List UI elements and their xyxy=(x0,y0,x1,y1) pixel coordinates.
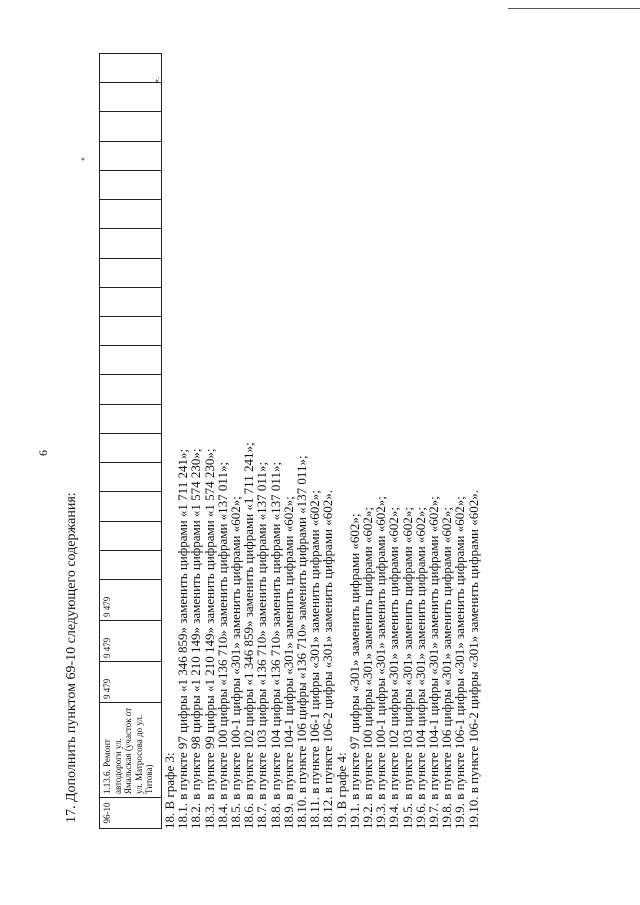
list-item: 18.6. в пункте 102 цифры «1 346 859» заменить цифрами «1 711 241»; xyxy=(241,442,257,829)
empty-cell xyxy=(100,112,162,141)
list-item: 18.7. в пункте 103 цифры «136 710» заменить цифрами «137 011»; xyxy=(254,461,270,829)
section18-title: 18. В графе 3: xyxy=(162,752,177,829)
empty-cell xyxy=(100,433,162,462)
list-item: 19.7. в пункте 104-1 цифры «301» заменить цифрами «602»; xyxy=(426,496,442,829)
list-item: 18.8. в пункте 104 цифры «136 710» заменить цифрами «137 011»; xyxy=(267,461,283,829)
page-number: 6 xyxy=(36,450,50,456)
value-cell-2: 9 479 xyxy=(100,621,162,662)
empty-cell xyxy=(100,346,162,375)
list-item: 19.5. в пункте 103 цифры «301» заменить цифрами «602»; xyxy=(399,506,415,829)
list-item: 18.1. в пункте 97 цифры «1 346 859» заменить цифрами «1 711 241»; xyxy=(175,448,191,829)
empty-cell xyxy=(100,550,162,579)
empty-cell xyxy=(100,229,162,258)
list-item: 19.1. в пункте 97 цифры «301» заменить цифрами «602»; xyxy=(346,513,362,829)
amendments-body xyxy=(163,442,480,829)
empty-cell xyxy=(100,287,162,316)
list-item: 19.10. в пункте 106-2 цифры «301» заменить цифрами «602». xyxy=(465,489,481,829)
empty-cell xyxy=(100,141,162,170)
list-item: 18.4. в пункте 100 цифры «136 710» заменить цифрами «137 011»; xyxy=(214,461,230,829)
list-item: 19.2. в пункте 100 цифры «301» заменить цифрами «602»; xyxy=(360,506,376,829)
value-cell-1: 9 479 xyxy=(100,662,162,703)
row-number-cell: 96-10 xyxy=(100,798,162,829)
empty-cell xyxy=(100,317,162,346)
section19-title: 19. В графе 4: xyxy=(333,752,349,829)
empty-cell xyxy=(100,521,162,550)
empty-cell xyxy=(100,54,162,83)
section17-heading: 17. Дополнить пунктом 69-10 следующего содержания: xyxy=(64,492,79,823)
list-item: 18.2. в пункте 98 цифры «1 210 149» заменить цифрами «1 574 230»; xyxy=(188,448,204,829)
empty-cell xyxy=(100,83,162,112)
amendment-table xyxy=(99,53,162,829)
row-name-cell: 1.13.6. Ремонт автодороги ул. Ямальская (участок от ул. Матросова до ул. Титова) xyxy=(100,703,162,798)
empty-cell xyxy=(100,492,162,521)
empty-cell xyxy=(100,200,162,229)
list-item: 19.3. в пункте 100-1 цифры «301» заменить цифрами «602»; xyxy=(373,496,389,829)
empty-cell xyxy=(100,170,162,199)
empty-cell xyxy=(100,375,162,404)
list-item: 19.4. в пункте 102 цифры «301» заменить цифрами «602»; xyxy=(386,506,402,829)
list-item: 19.8. в пункте 106 цифры «301» заменить цифрами «602»; xyxy=(439,506,455,829)
empty-cell xyxy=(100,463,162,492)
closing-quote-mark: ». xyxy=(152,77,161,83)
opening-quote-mark: « xyxy=(78,157,87,161)
empty-cell xyxy=(100,404,162,433)
list-item: 19.6. в пункте 104 цифры «301» заменить цифрами «602»; xyxy=(412,506,428,829)
list-item: 19.9. в пункте 106-1 цифры «301» заменить цифрами «602»; xyxy=(452,496,468,829)
list-item: 18.11. в пункте 106-1 цифры «301» заменить цифрами «602»; xyxy=(307,490,323,829)
value-cell-3: 9 479 xyxy=(100,580,162,621)
list-item: 18.5. в пункте 100-1 цифры «301» заменить цифрами «602»; xyxy=(228,496,244,829)
list-item: 18.3. в пункте 99 цифры «1 210 149» заменить цифрами «1 574 230»; xyxy=(201,448,217,829)
table-row xyxy=(100,54,162,829)
list-item: 18.10. в пункте 106 цифры «136 710» заменить цифрами «137 011»; xyxy=(294,455,310,829)
list-item: 18.12. в пункте 106-2 цифры «301» заменить цифрами «602». xyxy=(320,489,336,829)
list-item: 18.9. в пункте 104-1 цифры «301» заменить цифрами «602»; xyxy=(280,496,296,829)
empty-cell xyxy=(100,258,162,287)
